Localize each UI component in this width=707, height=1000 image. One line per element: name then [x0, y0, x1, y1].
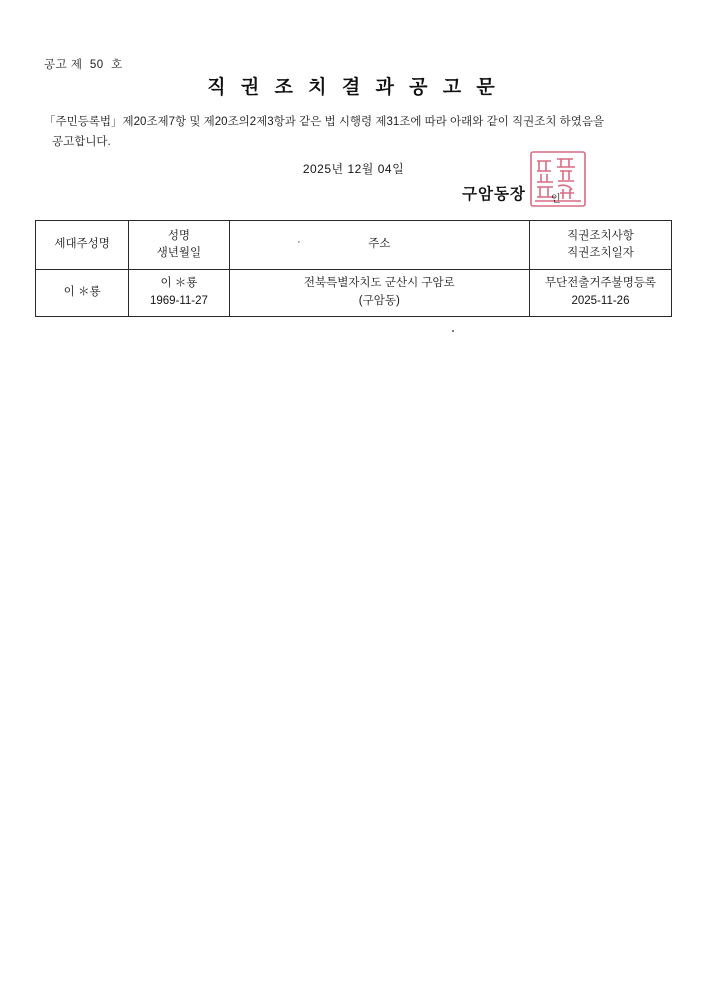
- table-row: [36, 270, 672, 317]
- header-name-birth: 성명 생년월일: [129, 221, 229, 270]
- table-header-row: [36, 221, 672, 270]
- legal-basis-line-2: 공고합니다.: [52, 136, 111, 149]
- issuer-row: [0, 182, 707, 216]
- issuer-name: 구암동장: [462, 186, 526, 203]
- legal-basis-line-1: 「주민등록법」제20조제7항 및 제20조의2제3항과 같은 법 시행령 제31조에 따라 아래와 같이 직권조치 하였음을: [44, 116, 605, 128]
- scan-artifact-dot: [452, 330, 454, 332]
- cell-action: 무단전출거주불명등록 2025-11-26: [530, 270, 672, 317]
- cell-name-birth: 이 ＊룡 1969-11-27: [129, 270, 229, 317]
- address-column-mark: ·: [297, 236, 301, 248]
- notice-number: 공고 제 50 호: [44, 59, 123, 71]
- notice-date: 2025년 12월 04일: [302, 162, 405, 176]
- header-address: 주소: [229, 221, 529, 270]
- legal-basis-paragraph: [44, 112, 664, 152]
- header-action: 직권조치사항 직권조치일자: [530, 221, 672, 270]
- page-title: 직 권 조 치 결 과 공 고 문: [207, 77, 500, 98]
- header-householder-name: 세대주성명: [36, 221, 129, 270]
- cell-address: 전북특별자치도 군산시 구암로 (구암동): [229, 270, 529, 317]
- seal-label: 인: [551, 194, 561, 205]
- notice-table: [35, 220, 672, 317]
- cell-householder-name: 이 ＊룡: [36, 270, 129, 317]
